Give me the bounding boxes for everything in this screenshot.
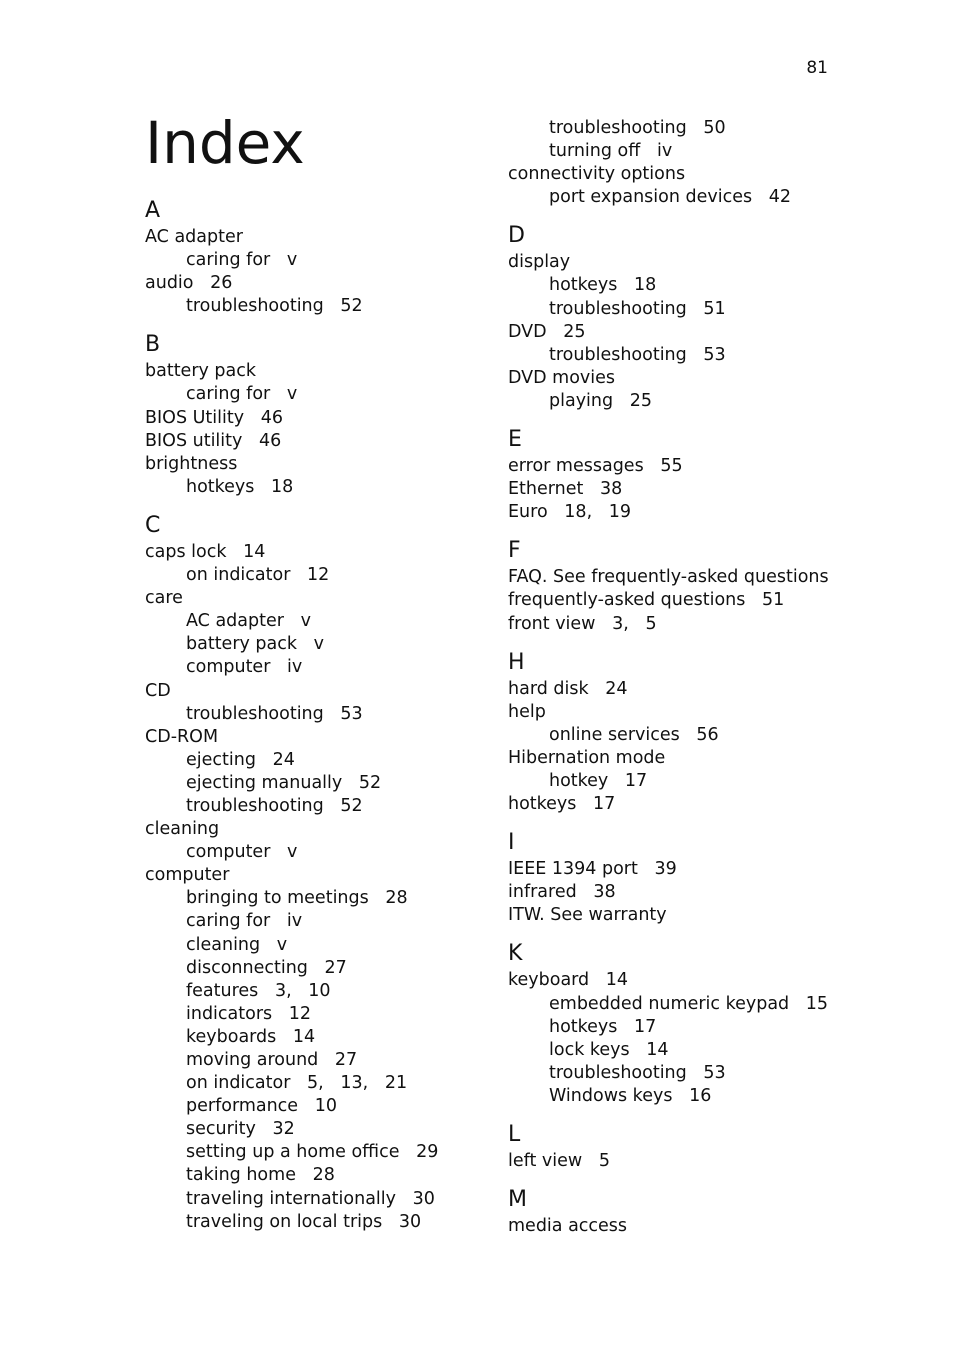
index-subentry: [508, 993, 838, 1016]
index-term: computer: [145, 865, 230, 886]
index-term: FAQ. See frequently-asked questions: [508, 567, 829, 588]
index-entry: [145, 864, 485, 887]
index-subentry: [508, 274, 838, 297]
index-subentry: [145, 476, 485, 499]
index-term: indicators: [186, 1003, 273, 1024]
index-entry: [508, 566, 838, 589]
index-term: troubleshooting: [549, 298, 687, 319]
index-entry: [145, 587, 485, 610]
index-page-refs: [660, 456, 682, 476]
index-term: ITW. See warranty: [508, 905, 667, 926]
page-ref: 32: [272, 1119, 295, 1140]
index-page-refs: [243, 542, 265, 562]
index-page-refs: [340, 796, 362, 816]
page-ref: 14: [646, 1039, 669, 1060]
index-term: troubleshooting: [549, 344, 687, 365]
index-term: caring for: [186, 911, 271, 932]
section-spacer: [145, 318, 485, 330]
page-ref: 53: [703, 344, 726, 365]
index-page-refs: [293, 1027, 315, 1047]
index-subentry: [145, 1026, 485, 1049]
index-term: CD: [145, 680, 171, 701]
index-page-refs: [606, 970, 628, 990]
index-page-refs: [563, 322, 585, 342]
index-page-refs: [271, 477, 293, 497]
page-ref: 21: [384, 1073, 408, 1094]
index-entry: [508, 501, 838, 524]
page-ref: 30: [412, 1188, 435, 1209]
index-page-refs: [340, 704, 362, 724]
index-subentry: [145, 1118, 485, 1141]
index-letter-heading: I: [508, 830, 515, 856]
index-letter-heading: D: [508, 223, 525, 249]
index-entry: [508, 793, 838, 816]
index-page-refs: [307, 1073, 407, 1093]
index-page-refs: [625, 771, 647, 791]
page-ref: 26: [210, 273, 233, 294]
index-subentry: [508, 186, 838, 209]
index-entry: [508, 455, 838, 478]
index-page-refs: [703, 345, 725, 365]
index-entry: [508, 747, 838, 770]
index-letter-heading: B: [145, 332, 161, 358]
section-spacer: [508, 816, 838, 828]
page-ref: 17: [634, 1016, 657, 1037]
index-subentry: [508, 1062, 838, 1085]
index-term: front view: [508, 613, 596, 634]
index-term: BIOS Utility: [145, 407, 245, 428]
index-term: error messages: [508, 456, 644, 477]
index-page-refs: [634, 1017, 656, 1037]
index-term: computer: [186, 657, 271, 678]
index-entry: [145, 407, 485, 430]
index-term: left view: [508, 1151, 583, 1171]
index-term: disconnecting: [186, 957, 308, 978]
index-term: ejecting manually: [186, 772, 343, 793]
index-subentry: [145, 934, 485, 957]
index-page-refs: [287, 911, 302, 931]
index-page-refs: [287, 842, 297, 862]
index-entry: [145, 430, 485, 453]
index-subentry: [145, 772, 485, 795]
index-subentry: [145, 1003, 485, 1026]
index-entry: [145, 272, 485, 295]
index-page-refs: [307, 565, 329, 585]
section-spacer: [508, 927, 838, 939]
section-spacer: [508, 524, 838, 536]
index-page-refs: [599, 1151, 610, 1171]
index-page-refs: [593, 794, 615, 814]
index-term: computer: [186, 842, 271, 863]
section-spacer: [508, 1173, 838, 1185]
index-subentry: [145, 1164, 485, 1187]
index-page-refs: [289, 1004, 311, 1024]
index-page-refs: [696, 725, 718, 745]
index-term: hotkey: [549, 770, 609, 791]
section-spacer: [145, 499, 485, 511]
page-ref: 46: [260, 407, 283, 428]
page-ref: 25: [629, 390, 653, 411]
index-entry: [145, 818, 485, 841]
section-spacer: [508, 209, 838, 221]
index-page-refs: [655, 859, 677, 879]
index-term: Ethernet: [508, 479, 584, 500]
page-ref: 42: [768, 187, 792, 208]
index-page-refs: [359, 773, 381, 793]
index-subentry: [508, 724, 838, 747]
index-term: on indicator: [186, 1073, 291, 1094]
page-ref: 3,: [274, 980, 292, 1001]
index-subentry: [145, 656, 485, 679]
index-term: turning off: [549, 141, 641, 162]
index-term: connectivity options: [508, 164, 686, 185]
index-page-refs: [259, 431, 281, 451]
index-subentry: [145, 910, 485, 933]
page-title: Index: [145, 109, 305, 177]
index-term: cleaning: [145, 819, 220, 840]
index-page-refs: [769, 187, 791, 207]
page-ref: 24: [272, 749, 295, 770]
page-ref: 24: [605, 678, 628, 699]
index-term: DVD: [508, 321, 547, 342]
index-subentry: [145, 1049, 485, 1072]
index-page-refs: [703, 118, 725, 138]
index-subentry: [145, 703, 485, 726]
page-ref: 53: [340, 703, 363, 724]
index-term: playing: [549, 390, 614, 411]
index-term: help: [508, 701, 546, 722]
index-term: performance: [186, 1096, 299, 1117]
index-term: moving around: [186, 1050, 319, 1070]
page-ref: 50: [703, 118, 726, 138]
index-entry: [508, 589, 838, 612]
index-term: caring for: [186, 250, 271, 271]
index-term: cleaning: [186, 934, 261, 955]
index-entry: [145, 541, 485, 564]
index-subentry: [145, 1141, 485, 1164]
index-page-refs: [210, 273, 232, 293]
page-ref: 3,: [612, 613, 629, 634]
page-ref: 5: [598, 1151, 610, 1171]
section-spacer: [508, 413, 838, 425]
index-page-refs: [646, 1040, 668, 1060]
index-term: hard disk: [508, 678, 589, 699]
page-ref: iv: [656, 141, 673, 162]
page-ref: 18: [271, 476, 294, 497]
index-term: bringing to meetings: [186, 888, 369, 909]
index-subentry: [145, 383, 485, 406]
index-entry: [508, 881, 838, 904]
page-ref: v: [300, 611, 311, 632]
page-ref: 14: [292, 1026, 316, 1047]
index-term: security: [186, 1119, 256, 1140]
index-term: hotkeys: [549, 275, 618, 296]
index-subentry: [145, 1211, 485, 1234]
index-entry: [508, 321, 838, 344]
index-page-refs: [287, 384, 297, 404]
index-term: display: [508, 252, 571, 273]
index-term: embedded numeric keypad: [549, 993, 790, 1014]
index-subentry: [508, 298, 838, 321]
index-page-refs: [689, 1086, 711, 1106]
index-entry: [508, 904, 838, 927]
index-letter-heading: L: [508, 1122, 521, 1147]
index-letter-heading: M: [508, 1187, 527, 1213]
index-letter-heading: H: [508, 649, 525, 675]
index-term: troubleshooting: [186, 795, 324, 816]
index-page-refs: [277, 935, 287, 955]
index-subentry: [508, 1039, 838, 1062]
index-page-refs: [762, 590, 784, 610]
index-page-refs: [313, 1165, 335, 1185]
index-page-refs: [287, 250, 297, 270]
section-spacer: [508, 1108, 838, 1120]
index-entry: [508, 1150, 838, 1173]
index-letter-heading: C: [145, 512, 161, 538]
index-term: battery pack: [186, 634, 298, 655]
page-ref: 25: [563, 321, 586, 342]
index-entry: [508, 701, 838, 724]
page-ref: 19: [608, 502, 632, 523]
index-page-refs: [612, 614, 656, 634]
index-letter-heading: F: [508, 538, 521, 564]
page-ref: 38: [593, 882, 616, 903]
page-ref: 29: [416, 1142, 439, 1163]
page-ref: 55: [660, 456, 683, 477]
index-page-refs: [634, 275, 656, 295]
index-page-refs: [340, 296, 362, 316]
index-subentry: [145, 564, 485, 587]
page-ref: 52: [340, 296, 363, 317]
index-term: on indicator: [186, 565, 291, 586]
index-subentry: [508, 1085, 838, 1108]
index-term: traveling on local trips: [186, 1211, 383, 1232]
index-term: troubleshooting: [549, 118, 687, 138]
page-ref: iv: [287, 657, 303, 678]
page-ref: 14: [605, 970, 629, 991]
index-term: Euro: [508, 502, 548, 523]
page-ref: 14: [243, 541, 266, 562]
index-column-left: [145, 196, 485, 1234]
index-page-refs: [287, 657, 302, 677]
index-page-refs: [657, 141, 672, 161]
index-term: ejecting: [186, 749, 256, 770]
index-subentry: [145, 749, 485, 772]
index-term: BIOS utility: [145, 430, 243, 451]
page-ref: v: [286, 384, 298, 405]
page-ref: 5: [645, 613, 657, 634]
index-term: online services: [549, 724, 680, 745]
index-page-refs: [593, 882, 615, 902]
index-subentry: [145, 795, 485, 818]
index-entry: [145, 680, 485, 703]
page-ref: 52: [340, 795, 363, 816]
index-entry: [145, 226, 485, 249]
index-term: Windows keys: [549, 1085, 673, 1106]
page-ref: 18,: [564, 502, 593, 523]
index-page-refs: [703, 299, 725, 319]
section-spacer: [508, 636, 838, 648]
index-term: troubleshooting: [186, 296, 324, 317]
index-page-refs: [335, 1050, 357, 1070]
index-subentry: [145, 610, 485, 633]
page-ref: 28: [385, 888, 408, 909]
page-ref: 46: [259, 430, 282, 451]
index-page-refs: [600, 479, 622, 499]
index-term: keyboard: [508, 970, 590, 991]
index-page-refs: [413, 1189, 435, 1209]
page-ref: iv: [286, 911, 303, 932]
page-ref: v: [313, 634, 325, 655]
index-term: hotkeys: [508, 794, 577, 815]
index-subentry: [145, 957, 485, 980]
page-ref: 30: [398, 1211, 422, 1232]
index-subentry: [145, 295, 485, 318]
page-ref: 52: [358, 772, 382, 793]
index-term: lock keys: [549, 1039, 630, 1060]
index-entry: [508, 613, 838, 636]
index-term: Hibernation mode: [508, 747, 666, 768]
index-term: hotkeys: [549, 1016, 618, 1037]
index-term: caps lock: [145, 541, 227, 562]
page-ref: 51: [703, 298, 726, 319]
index-term: audio: [145, 273, 194, 294]
page-ref: 39: [654, 859, 677, 880]
index-term: battery pack: [145, 361, 257, 382]
index-subentry: [508, 117, 838, 140]
index-letter-heading: A: [145, 198, 161, 223]
index-entry: [508, 858, 838, 881]
page-ref: 16: [689, 1085, 712, 1106]
index-page-refs: [630, 391, 652, 411]
page-number: 81: [806, 58, 828, 78]
page-ref: 28: [312, 1165, 335, 1186]
index-entry: [508, 1215, 838, 1238]
index-term: troubleshooting: [549, 1062, 687, 1083]
index-term: setting up a home office: [186, 1142, 400, 1163]
page-ref: 53: [703, 1062, 726, 1083]
index-term: infrared: [508, 882, 577, 903]
index-page-refs: [806, 994, 828, 1014]
index-page-refs: [703, 1063, 725, 1083]
index-page-refs: [273, 1119, 295, 1139]
index-subentry: [145, 980, 485, 1003]
index-entry: [508, 478, 838, 501]
index-term: taking home: [186, 1165, 296, 1186]
index-page-refs: [325, 958, 347, 978]
index-term: keyboards: [186, 1026, 277, 1047]
index-subentry: [145, 1095, 485, 1118]
page-ref: 12: [307, 565, 330, 586]
index-subentry: [145, 887, 485, 910]
index-term: hotkeys: [186, 476, 255, 497]
index-term: brightness: [145, 453, 238, 474]
index-subentry: [508, 1016, 838, 1039]
index-term: caring for: [186, 384, 271, 405]
page-ref: 5,: [307, 1073, 324, 1094]
index-term: IEEE 1394 port: [508, 859, 638, 880]
index-entry: [508, 251, 838, 274]
index-entry: [508, 969, 838, 992]
page-ref: 17: [624, 770, 648, 791]
index-page-refs: [261, 408, 283, 428]
index-term: troubleshooting: [186, 703, 324, 724]
index-term: DVD movies: [508, 367, 616, 388]
index-term: media access: [508, 1216, 628, 1237]
index-subentry: [508, 140, 838, 163]
index-term: AC adapter: [186, 611, 284, 632]
page-ref: 51: [762, 590, 785, 611]
page-ref: 18: [634, 275, 657, 296]
index-term: port expansion devices: [549, 187, 753, 208]
index-page-refs: [399, 1212, 421, 1232]
index-subentry: [145, 841, 485, 864]
index-term: CD-ROM: [145, 726, 219, 747]
index-entry: [145, 453, 485, 476]
index-page-refs: [301, 611, 311, 631]
page-ref: v: [287, 842, 298, 863]
page-ref: v: [276, 934, 288, 955]
page-ref: 27: [334, 1050, 358, 1070]
page-ref: 12: [288, 1003, 312, 1024]
index-entry: [145, 360, 485, 383]
index-entry: [508, 678, 838, 701]
index-page-refs: [275, 981, 331, 1001]
page-ref: v: [286, 250, 298, 271]
page-ref: 17: [593, 794, 616, 815]
page-ref: 10: [308, 980, 331, 1001]
index-letter-heading: E: [508, 427, 522, 453]
index-subentry: [508, 770, 838, 793]
index-page-refs: [273, 750, 295, 770]
index-subentry: [145, 249, 485, 272]
index-entry: [145, 726, 485, 749]
index-page-refs: [385, 888, 407, 908]
index-subentry: [508, 344, 838, 367]
index-entry: [508, 367, 838, 390]
index-term: features: [186, 980, 259, 1001]
index-term: traveling internationally: [186, 1188, 396, 1209]
index-subentry: [145, 633, 485, 656]
index-term: frequently-asked questions: [508, 590, 746, 611]
index-page-refs: [314, 634, 324, 654]
page-ref: 56: [696, 724, 719, 745]
index-term: AC adapter: [145, 227, 243, 247]
page-ref: 38: [600, 479, 623, 500]
index-page-refs: [416, 1142, 438, 1162]
index-column-right: [508, 117, 838, 1238]
index-letter-heading: K: [508, 941, 523, 967]
index-page-refs: [564, 502, 631, 522]
page-ref: 13,: [340, 1073, 369, 1094]
index-subentry: [508, 390, 838, 413]
index-term: care: [145, 588, 183, 609]
index-subentry: [145, 1188, 485, 1211]
page-ref: 10: [314, 1096, 337, 1117]
page-ref: 27: [324, 957, 347, 978]
index-page-refs: [605, 679, 627, 699]
index-subentry: [145, 1072, 485, 1095]
index-entry: [508, 163, 838, 186]
index-page-refs: [315, 1096, 337, 1116]
page-ref: 15: [805, 993, 829, 1014]
